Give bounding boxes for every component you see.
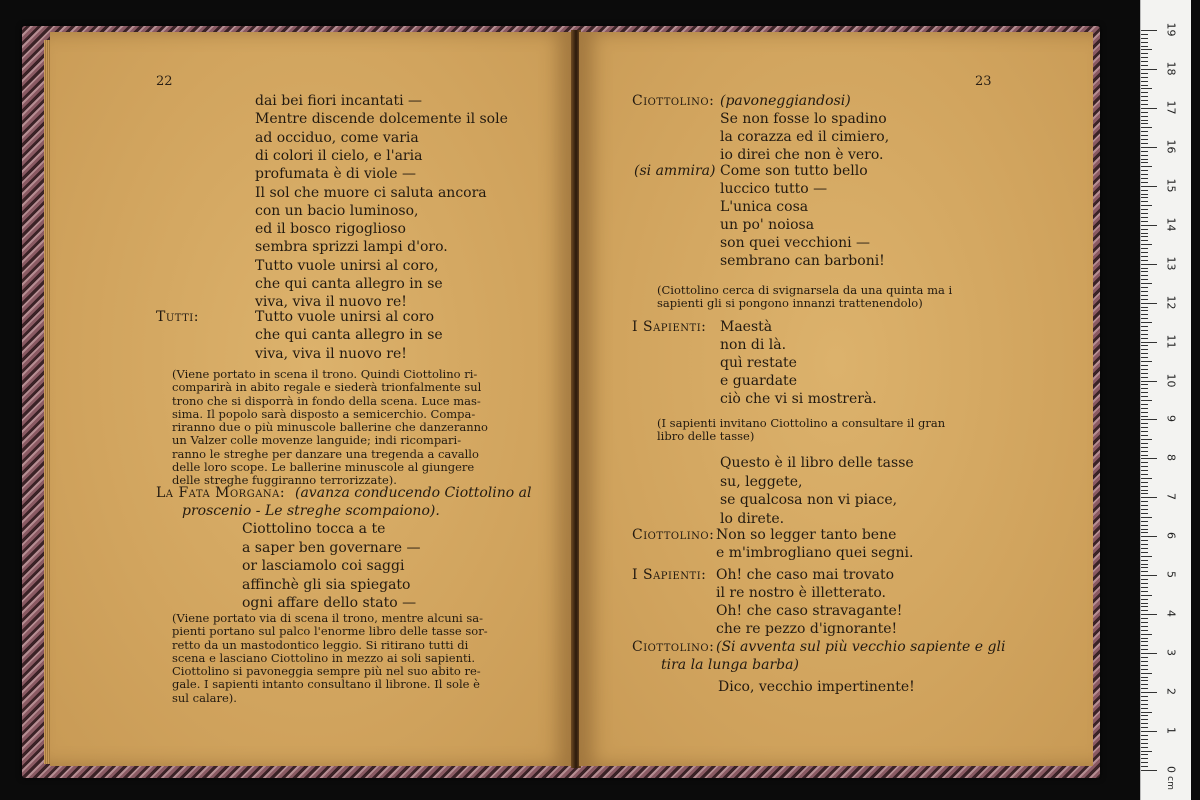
verse-line: viva, viva il nuovo re! — [255, 294, 407, 311]
ruler-tick — [1141, 240, 1148, 241]
ruler-tick — [1141, 493, 1148, 494]
ruler-tick — [1141, 357, 1148, 358]
ruler-tick — [1141, 307, 1148, 308]
ruler-tick — [1141, 708, 1148, 709]
verse-line: con un bacio luminoso, — [255, 202, 419, 219]
verse-line: Mentre discende dolcemente il sole — [255, 111, 508, 128]
ruler-tick — [1141, 143, 1148, 144]
verse-line: L'unica cosa — [720, 199, 809, 215]
ruler-tick — [1141, 229, 1148, 230]
ruler-tick — [1141, 486, 1148, 487]
ruler-tick — [1141, 653, 1157, 654]
ruler-number: 6 — [1164, 532, 1178, 540]
ruler-tick — [1141, 322, 1152, 323]
ruler-number: 12 — [1164, 295, 1178, 310]
right-page — [579, 32, 1093, 766]
ruler-tick — [1141, 373, 1148, 374]
stage-line: gale. I sapienti intanto consultano il librone. Il sole è — [172, 677, 480, 692]
stage-line: Ciottolino si pavoneggia sempre più nel suo abito re- — [172, 664, 481, 679]
ruler-tick — [1141, 540, 1148, 541]
ruler-tick — [1141, 715, 1148, 716]
ruler-tick — [1141, 575, 1157, 576]
ruler-tick — [1141, 591, 1148, 592]
ruler-tick — [1141, 474, 1148, 475]
verse-line: Tutto vuole unirsi al coro — [255, 309, 435, 325]
speaker-fata-morgana: La Fata Morgana: — [156, 485, 286, 501]
ruler-tick — [1141, 330, 1148, 331]
ruler-tick — [1141, 369, 1148, 370]
ruler-tick — [1141, 361, 1152, 362]
stage-line: riranno due o più minuscole ballerine che danzeranno — [172, 420, 488, 435]
direction-avventa-1: (Si avventa sul più vecchio sapiente e gli — [716, 639, 1006, 655]
verse-line: e guardate — [720, 373, 797, 389]
ruler-tick — [1141, 326, 1148, 327]
ruler-number: 17 — [1164, 100, 1178, 115]
ruler-tick — [1141, 334, 1148, 335]
ruler-tick — [1141, 178, 1148, 179]
ruler-tick — [1141, 213, 1148, 214]
ruler-tick — [1141, 131, 1148, 132]
ruler-tick — [1141, 108, 1157, 109]
ruler-tick — [1141, 338, 1148, 339]
ruler-tick — [1141, 482, 1148, 483]
ruler-tick — [1141, 268, 1148, 269]
ruler-tick — [1141, 275, 1148, 276]
ruler-tick — [1141, 77, 1148, 78]
ruler-tick — [1141, 221, 1148, 222]
ruler-tick — [1141, 505, 1148, 506]
ruler-tick — [1141, 314, 1148, 315]
ruler-tick — [1141, 606, 1148, 607]
verse-line: Tutto vuole unirsi al coro, — [255, 257, 439, 274]
ruler-tick — [1141, 96, 1148, 97]
verse-line: quì restate — [720, 355, 797, 371]
stage-line: sul calare). — [172, 690, 237, 705]
ruler-tick — [1141, 552, 1148, 553]
ruler-tick — [1141, 377, 1148, 378]
ruler-tick — [1141, 509, 1148, 510]
ruler-tick — [1141, 766, 1148, 767]
ruler-tick — [1141, 754, 1148, 755]
ruler-tick — [1141, 704, 1148, 705]
ruler-tick — [1141, 458, 1157, 459]
ruler-tick — [1141, 455, 1148, 456]
ruler-tick — [1141, 353, 1148, 354]
ruler-tick — [1141, 408, 1148, 409]
ruler-tick — [1141, 451, 1148, 452]
ruler-tick — [1141, 517, 1152, 518]
verse-line: ciò che vi si mostrerà. — [720, 391, 877, 407]
ruler-tick — [1141, 743, 1148, 744]
verse-line: sembra sprizzi lampi d'oro. — [255, 239, 448, 256]
ruler-number: 16 — [1164, 139, 1178, 154]
ruler-number: 8 — [1164, 454, 1178, 462]
ruler-tick — [1141, 88, 1152, 89]
stage-line: retto da un mastodontico leggio. Si ritirano tutti di — [172, 637, 469, 652]
ruler-number: 0 — [1164, 766, 1178, 773]
ruler-tick — [1141, 85, 1148, 86]
ruler-tick — [1141, 92, 1148, 93]
ruler-tick — [1141, 478, 1152, 479]
ruler-tick — [1141, 497, 1157, 498]
verse-line: il re nostro è illetterato. — [716, 585, 886, 601]
ruler-tick — [1141, 470, 1148, 471]
ruler-tick — [1141, 345, 1148, 346]
ruler-tick — [1141, 400, 1152, 401]
ruler-tick — [1141, 248, 1148, 249]
ruler-tick — [1141, 626, 1148, 627]
ruler-tick — [1141, 661, 1148, 662]
verse-line: Se non fosse lo spadino — [720, 111, 887, 127]
ruler-tick — [1141, 112, 1148, 113]
ruler-number: 3 — [1164, 649, 1178, 657]
ruler-tick — [1141, 567, 1148, 568]
ruler-tick — [1141, 739, 1148, 740]
ruler-tick — [1141, 116, 1148, 117]
ruler-tick — [1141, 431, 1148, 432]
ciottolino-line-1: Non so legger tanto bene — [716, 527, 897, 543]
ruler-tick — [1141, 649, 1148, 650]
stage-direction-2 — [172, 612, 488, 705]
ruler-tick — [1141, 388, 1148, 389]
ruler-tick — [1141, 638, 1148, 639]
ruler-tick — [1141, 680, 1148, 681]
ruler-tick — [1141, 525, 1148, 526]
ruler-tick — [1141, 735, 1148, 736]
ruler-tick — [1141, 38, 1148, 39]
verse-line: profumata è di viole — — [255, 166, 416, 183]
ruler-tick — [1141, 61, 1148, 62]
ruler-tick — [1141, 548, 1148, 549]
ruler-tick — [1141, 556, 1152, 557]
ruler-tick — [1141, 416, 1148, 417]
ruler-tick — [1141, 758, 1148, 759]
ruler-tick — [1141, 747, 1148, 748]
ruler-tick — [1141, 365, 1148, 366]
ruler-tick — [1141, 236, 1148, 237]
ruler-tick — [1141, 287, 1148, 288]
stage-line: un Valzer colle movenze languide; indi ricompari- — [172, 433, 462, 448]
ruler-tick — [1141, 299, 1148, 300]
ruler-tick — [1141, 182, 1148, 183]
ruler-tick — [1141, 571, 1148, 572]
stage-line: libro delle tasse) — [657, 429, 755, 444]
verse-line: Come son tutto bello — [720, 163, 868, 179]
ruler-tick — [1141, 583, 1148, 584]
ruler-tick — [1141, 194, 1148, 195]
ruler-tick — [1141, 260, 1148, 261]
ruler-tick — [1141, 166, 1152, 167]
ruler-tick — [1141, 719, 1148, 720]
stage-line: (Viene portato in scena il trono. Quindi Ciottolino ri- — [172, 367, 478, 381]
ruler-tick — [1141, 310, 1148, 311]
ruler-tick — [1141, 684, 1148, 685]
verse-line: che qui canta allegro in se — [255, 276, 443, 292]
ruler-tick — [1141, 423, 1148, 424]
ruler-tick — [1141, 435, 1148, 436]
verse-line: un po' noiosa — [720, 217, 815, 233]
ruler-tick — [1141, 665, 1148, 666]
measurement-ruler — [1140, 0, 1191, 800]
ruler-tick — [1141, 770, 1157, 771]
ruler-number: 7 — [1164, 493, 1178, 501]
verse-line: luccico tutto — — [720, 181, 828, 197]
ruler-tick — [1141, 139, 1148, 140]
ruler-tick — [1141, 349, 1148, 350]
page-number-left: 22 — [156, 74, 173, 89]
stage-line: (Ciottolino cerca di svignarsela da una quinta ma i — [657, 283, 953, 297]
ruler-tick — [1141, 634, 1152, 635]
ruler-number: 15 — [1164, 178, 1178, 193]
ruler-tick — [1141, 120, 1148, 121]
speaker-ciottolino-3: Ciottolino: — [632, 639, 715, 655]
verse-line: lo direte. — [720, 510, 785, 527]
ruler-tick — [1141, 610, 1148, 611]
ruler-tick — [1141, 159, 1148, 160]
ruler-tick — [1141, 201, 1148, 202]
ruler-tick — [1141, 641, 1148, 642]
stage-line: (I sapienti invitano Ciottolino a consultare il gran — [657, 416, 946, 430]
stage-line: pienti portano sul palco l'enorme libro delle tasse sor- — [172, 624, 488, 639]
ruler-number: 11 — [1164, 334, 1178, 349]
ruler-number: 13 — [1164, 256, 1178, 271]
ruler-tick — [1141, 587, 1148, 588]
ruler-unit: cm — [1164, 776, 1175, 790]
ruler-number: 4 — [1164, 610, 1178, 618]
ruler-tick — [1141, 762, 1148, 763]
verse-line: Maestà — [720, 319, 773, 335]
ruler-tick — [1141, 65, 1148, 66]
ruler-tick — [1141, 751, 1152, 752]
stage-line: comparirà in abito regale e siederà trionfalmente sul — [172, 380, 482, 395]
ruler-tick — [1141, 342, 1157, 343]
fata-direction-1: (avanza conducendo Ciottolino al — [295, 485, 532, 501]
ruler-tick — [1141, 271, 1148, 272]
ruler-tick — [1141, 404, 1148, 405]
ruler-tick — [1141, 170, 1148, 171]
verse-line: a saper ben governare — — [242, 539, 421, 556]
ruler-tick — [1141, 279, 1148, 280]
ruler-tick — [1141, 135, 1148, 136]
ruler-tick — [1141, 217, 1148, 218]
ruler-tick — [1141, 318, 1148, 319]
ruler-tick — [1141, 669, 1148, 670]
ruler-tick — [1141, 381, 1157, 382]
stage-line: sapienti gli si pongono innanzi trattenendolo) — [657, 296, 923, 311]
stage-line: (Viene portato via di scena il trono, mentre alcuni sa- — [172, 611, 484, 625]
ruler-number: 14 — [1164, 217, 1178, 232]
ruler-tick — [1141, 244, 1152, 245]
ruler-tick — [1141, 225, 1157, 226]
ruler-number: 2 — [1164, 688, 1178, 696]
ruler-number: 10 — [1164, 373, 1178, 388]
fata-direction-2: proscenio - Le streghe scompaiono). — [182, 503, 440, 519]
ruler-number: 18 — [1164, 61, 1178, 76]
ruler-tick — [1141, 49, 1152, 50]
ruler-tick — [1141, 439, 1152, 440]
ruler-tick — [1141, 673, 1152, 674]
ruler-tick — [1141, 564, 1148, 565]
ruler-tick — [1141, 123, 1148, 124]
stage-line: delle streghe fuggiranno terrorizzate). — [172, 473, 397, 488]
stage-direction-1 — [172, 368, 488, 488]
ruler-tick — [1141, 645, 1148, 646]
verse-line: sembrano can barboni! — [720, 253, 885, 269]
ruler-tick — [1141, 155, 1148, 156]
stage-direction-3 — [657, 284, 952, 311]
ruler-tick — [1141, 657, 1148, 658]
ruler-tick — [1141, 57, 1148, 58]
ruler-tick — [1141, 447, 1148, 448]
ruler-tick — [1141, 392, 1148, 393]
verse-line: se qualcosa non vi piace, — [720, 492, 898, 508]
ruler-tick — [1141, 291, 1148, 292]
verse-line: Oh! che caso stravagante! — [716, 603, 903, 619]
ruler-tick — [1141, 209, 1148, 210]
ruler-tick — [1141, 521, 1148, 522]
stage-line: delle loro scope. Le ballerine minuscole al giungere — [172, 460, 475, 475]
ruler-tick — [1141, 490, 1148, 491]
verse-line: la corazza ed il cimiero, — [720, 129, 890, 145]
ruler-tick — [1141, 443, 1148, 444]
ruler-tick — [1141, 579, 1148, 580]
speaker-tutti: Tutti: — [156, 309, 199, 325]
ruler-tick — [1141, 501, 1148, 502]
ruler-tick — [1141, 419, 1157, 420]
verse-line: ed il bosco rigoglioso — [255, 221, 406, 238]
verse-line: dai bei fiori incantati — — [255, 93, 423, 109]
ruler-tick — [1141, 69, 1157, 70]
ruler-tick — [1141, 427, 1148, 428]
ruler-number: 1 — [1164, 727, 1178, 735]
ruler-tick — [1141, 104, 1148, 105]
ruler-tick — [1141, 677, 1148, 678]
ruler-tick — [1141, 190, 1148, 191]
ruler-tick — [1141, 696, 1148, 697]
stage-line: trono che si disporrà in fondo della scena. Luce mas- — [172, 393, 481, 408]
ruler-tick — [1141, 529, 1148, 530]
verse-line: affinchè gli sia spiegato — [242, 576, 411, 593]
ruler-tick — [1141, 147, 1157, 148]
ruler-number: 9 — [1164, 415, 1178, 423]
verse-line: che qui canta allegro in se — [255, 327, 443, 344]
stage-line: scena e lasciano Ciottolino in mezzo ai soli sapienti. — [172, 650, 475, 665]
ruler-tick — [1141, 544, 1148, 545]
ruler-tick — [1141, 595, 1152, 596]
ruler-tick — [1141, 283, 1152, 284]
stage-line: sima. Il popolo sarà disposto a semicerchio. Compa- — [172, 406, 476, 421]
verse-line: ogni affare dello stato — — [242, 595, 417, 611]
ruler-tick — [1141, 599, 1148, 600]
ruler-tick — [1141, 466, 1148, 467]
ruler-number: 5 — [1164, 571, 1178, 579]
ruler-tick — [1141, 256, 1148, 257]
verse-line: or lasciamolo coi saggi — [242, 558, 405, 574]
ruler-tick — [1141, 174, 1148, 175]
ruler-tick — [1141, 42, 1148, 43]
ruler-tick — [1141, 186, 1157, 187]
stage-direction-4 — [657, 417, 945, 444]
verse-line: che re pezzo d'ignorante! — [716, 621, 898, 637]
verse-line: ad occiduo, come varia — [255, 129, 419, 146]
ruler-tick — [1141, 700, 1148, 701]
ruler-tick — [1141, 412, 1148, 413]
speaker-ciottolino-2: Ciottolino: — [632, 527, 715, 543]
ruler-tick — [1141, 252, 1148, 253]
verse-line: Il sol che muore ci saluta ancora — [255, 184, 487, 201]
ruler-tick — [1141, 73, 1148, 74]
speaker-sapienti-2: I Sapienti: — [632, 567, 707, 583]
ruler-tick — [1141, 100, 1148, 101]
stage-line: ranno le streghe per danzare una tregenda a cavallo — [172, 446, 479, 461]
ruler-tick — [1141, 162, 1148, 163]
ruler-number: 19 — [1164, 22, 1178, 37]
ruler-tick — [1141, 384, 1148, 385]
ruler-tick — [1141, 205, 1152, 206]
ruler-tick — [1141, 233, 1148, 234]
ciottolino-line-2: e m'imbrogliano quei segni. — [716, 545, 914, 561]
verse-line: di colori il cielo, e l'aria — [255, 147, 423, 164]
ruler-tick — [1141, 462, 1148, 463]
ruler-tick — [1141, 712, 1152, 713]
final-line: Dico, vecchio impertinente! — [718, 679, 915, 695]
direction-si-ammira: (si ammira) — [634, 163, 716, 179]
speaker-ciottolino-1: Ciottolino: — [632, 93, 715, 109]
speaker-sapienti-1: I Sapienti: — [632, 319, 707, 335]
verse-line: non di là. — [720, 337, 787, 353]
ruler-tick — [1141, 614, 1157, 615]
ruler-tick — [1141, 688, 1148, 689]
ruler-tick — [1141, 264, 1157, 265]
verse-line: io direi che non è vero. — [720, 147, 884, 163]
ruler-tick — [1141, 127, 1152, 128]
ruler-tick — [1141, 560, 1148, 561]
ruler-tick — [1141, 622, 1148, 623]
verse-line: son quei vecchioni — — [720, 235, 871, 251]
ruler-tick — [1141, 396, 1148, 397]
ruler-tick — [1141, 197, 1148, 198]
ruler-tick — [1141, 34, 1148, 35]
ruler-tick — [1141, 532, 1148, 533]
ruler-tick — [1141, 151, 1148, 152]
ruler-tick — [1141, 513, 1148, 514]
ruler-tick — [1141, 731, 1157, 732]
ruler-tick — [1141, 536, 1157, 537]
verse-line: su, leggete, — [720, 473, 803, 490]
verse-line: Ciottolino tocca a te — [242, 521, 386, 537]
ruler-tick — [1141, 81, 1148, 82]
ruler-tick — [1141, 30, 1157, 31]
ruler-tick — [1141, 295, 1148, 296]
left-page — [50, 32, 572, 766]
direction-avventa-2: tira la lunga barba) — [661, 657, 799, 673]
ruler-tick — [1141, 603, 1148, 604]
sapienti-line-1: Oh! che caso mai trovato — [716, 567, 895, 583]
verse-line: Questo è il libro delle tasse — [720, 455, 914, 471]
ruler-tick — [1141, 630, 1148, 631]
ruler-tick — [1141, 727, 1148, 728]
ruler-tick — [1141, 618, 1148, 619]
ruler-tick — [1141, 303, 1157, 304]
verse-line: viva, viva il nuovo re! — [255, 345, 407, 362]
page-number-right: 23 — [975, 74, 992, 89]
ruler-tick — [1141, 46, 1148, 47]
direction-pavoneggiandosi: (pavoneggiandosi) — [720, 93, 851, 109]
ruler-tick — [1141, 723, 1148, 724]
ruler-tick — [1141, 692, 1157, 693]
ruler-tick — [1141, 53, 1148, 54]
